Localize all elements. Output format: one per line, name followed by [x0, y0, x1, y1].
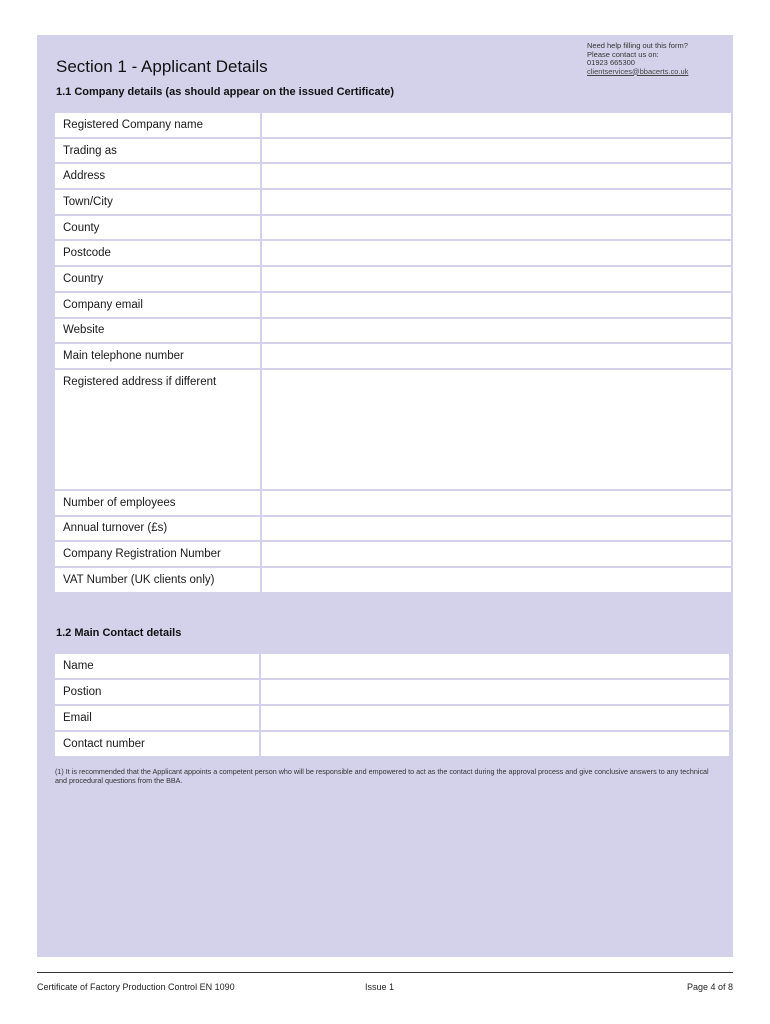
county-field[interactable]: [261, 215, 732, 241]
annual-turnover-field[interactable]: [261, 516, 732, 542]
table-row: [54, 653, 730, 679]
section-1-2-heading: 1.2 Main Contact details: [56, 627, 182, 639]
field-label: Website: [54, 318, 261, 344]
main-telephone-field[interactable]: [261, 343, 732, 369]
field-label: Annual turnover (£s): [54, 516, 261, 542]
help-email-link[interactable]: clientservices@bbacerts.co.uk: [587, 66, 689, 76]
table-row: [54, 163, 732, 189]
registered-company-name-field[interactable]: [261, 112, 732, 138]
form-panel: [37, 35, 733, 957]
footer-document-title: Certificate of Factory Production Control EN 1090: [37, 982, 235, 992]
footer-issue: Issue 1: [365, 982, 395, 992]
table-row: [54, 516, 732, 542]
page-title: Section 1 - Applicant Details: [56, 57, 268, 76]
field-label: Postcode: [54, 240, 261, 266]
field-label: Trading as: [54, 138, 261, 164]
field-label: Postion: [54, 679, 260, 705]
table-row: [54, 215, 732, 241]
footer-page-number: Page 4 of 8: [686, 982, 733, 992]
company-email-field[interactable]: [261, 292, 732, 318]
field-label: Number of employees: [54, 490, 261, 516]
field-label: Address: [54, 163, 261, 189]
table-row: [54, 490, 732, 516]
table-row: [54, 731, 730, 757]
field-label: County: [54, 215, 261, 241]
company-registration-number-field[interactable]: [261, 541, 732, 567]
field-label: Company email: [54, 292, 261, 318]
table-row: [54, 318, 732, 344]
field-label: Registered address if different: [54, 369, 261, 490]
table-row: [54, 240, 732, 266]
address-field[interactable]: [261, 163, 732, 189]
help-phone: 01923 665300: [587, 58, 635, 67]
field-label: Country: [54, 266, 261, 292]
table-row: [54, 292, 732, 318]
table-row: [54, 189, 732, 215]
vat-number-field[interactable]: [261, 567, 732, 593]
footnote: (1) It is recommended that the Applicant appoints a competent person who will be responsible and empowered to act as the contact during the approval process and give conclusive answers to any technical and procedural questions from the BBA.: [55, 767, 709, 785]
field-label: Company Registration Number: [54, 541, 261, 567]
number-of-employees-field[interactable]: [261, 490, 732, 516]
contact-position-field[interactable]: [260, 679, 730, 705]
town-city-field[interactable]: [261, 189, 732, 215]
table-row: [54, 369, 732, 490]
postcode-field[interactable]: [261, 240, 732, 266]
footer-divider: [37, 972, 733, 973]
contact-email-field[interactable]: [260, 705, 730, 731]
table-row: [54, 567, 732, 593]
table-row: [54, 343, 732, 369]
field-label: Contact number: [54, 731, 260, 757]
help-line1: Need help filling out this form?: [587, 41, 688, 50]
help-line2: Please contact us on:: [587, 49, 659, 59]
contact-name-field[interactable]: [260, 653, 730, 679]
table-row: [54, 112, 732, 138]
trading-as-field[interactable]: [261, 138, 732, 164]
field-label: Main telephone number: [54, 343, 261, 369]
table-row: [54, 679, 730, 705]
country-field[interactable]: [261, 266, 732, 292]
section-1-1-heading: 1.1 Company details (as should appear on the issued Certificate): [56, 86, 395, 98]
company-details-table: [53, 111, 733, 594]
field-label: VAT Number (UK clients only): [54, 567, 261, 593]
table-row: [54, 705, 730, 731]
field-label: Name: [54, 653, 260, 679]
field-label: Email: [54, 705, 260, 731]
registered-address-field[interactable]: [261, 369, 732, 490]
field-label: Town/City: [54, 189, 261, 215]
website-field[interactable]: [261, 318, 732, 344]
table-row: [54, 541, 732, 567]
field-label: Registered Company name: [54, 112, 261, 138]
table-row: [54, 266, 732, 292]
help-box: [587, 42, 727, 76]
contact-number-field[interactable]: [260, 731, 730, 757]
table-row: [54, 138, 732, 164]
contact-details-table: [53, 652, 731, 758]
